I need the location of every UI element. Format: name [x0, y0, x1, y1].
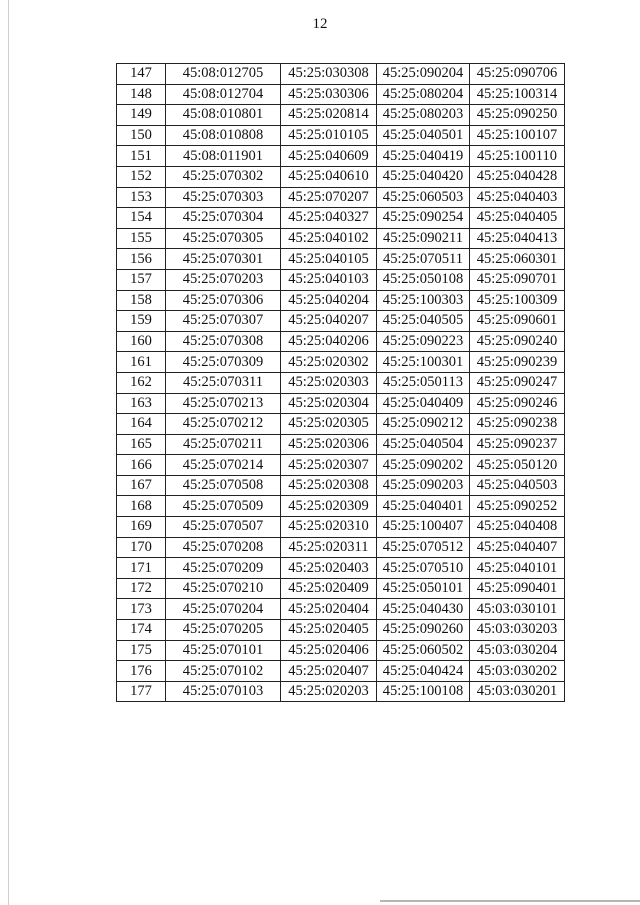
cadastral-number-cell: 45:25:070102	[166, 661, 281, 682]
table-row	[117, 187, 565, 208]
row-number: 164	[117, 414, 166, 435]
cadastral-number-cell: 45:25:050108	[377, 269, 470, 290]
cadastral-number-cell: 45:25:090401	[470, 578, 565, 599]
table-row	[117, 517, 565, 538]
cadastral-number-cell: 45:25:090706	[470, 64, 565, 85]
table-row	[117, 269, 565, 290]
cadastral-number-cell: 45:25:020309	[281, 496, 377, 517]
cadastral-number-cell: 45:25:100303	[377, 290, 470, 311]
cadastral-number-cell: 45:25:080204	[377, 84, 470, 105]
row-number: 171	[117, 558, 166, 579]
cadastral-number-cell: 45:25:030308	[281, 64, 377, 85]
cadastral-number-cell: 45:25:100314	[470, 84, 565, 105]
row-number: 147	[117, 64, 166, 85]
cadastral-number-cell: 45:25:100407	[377, 517, 470, 538]
cadastral-number-cell: 45:25:040419	[377, 146, 470, 167]
cadastral-number-cell: 45:25:070306	[166, 290, 281, 311]
cadastral-number-cell: 45:25:040105	[281, 249, 377, 270]
cadastral-number-cell: 45:25:070305	[166, 228, 281, 249]
cadastral-number-cell: 45:25:040420	[377, 166, 470, 187]
table-row	[117, 146, 565, 167]
row-number: 173	[117, 599, 166, 620]
cadastral-number-cell: 45:25:100309	[470, 290, 565, 311]
cadastral-number-cell: 45:25:020306	[281, 434, 377, 455]
cadastral-number-cell: 45:25:070511	[377, 249, 470, 270]
cadastral-number-cell: 45:25:050101	[377, 578, 470, 599]
cadastral-number-cell: 45:25:020814	[281, 105, 377, 126]
table-row	[117, 414, 565, 435]
cadastral-number-cell: 45:25:070203	[166, 269, 281, 290]
row-number: 156	[117, 249, 166, 270]
cadastral-number-cell: 45:03:030204	[470, 640, 565, 661]
cadastral-number-cell: 45:25:040609	[281, 146, 377, 167]
cadastral-number-cell: 45:25:040424	[377, 661, 470, 682]
cadastral-number-cell: 45:25:070507	[166, 517, 281, 538]
cadastral-number-cell: 45:25:020307	[281, 455, 377, 476]
table-row	[117, 290, 565, 311]
row-number: 174	[117, 620, 166, 641]
cadastral-number-cell: 45:25:090601	[470, 311, 565, 332]
cadastral-number-cell: 45:25:020407	[281, 661, 377, 682]
cadastral-number-cell: 45:25:020203	[281, 681, 377, 702]
cadastral-number-cell: 45:25:050120	[470, 455, 565, 476]
cadastral-number-cell: 45:25:090202	[377, 455, 470, 476]
table-row	[117, 393, 565, 414]
cadastral-number-cell: 45:25:070510	[377, 558, 470, 579]
cadastral-number-cell: 45:25:070210	[166, 578, 281, 599]
table-row	[117, 496, 565, 517]
table-row	[117, 475, 565, 496]
cadastral-number-cell: 45:25:090250	[470, 105, 565, 126]
table-row	[117, 434, 565, 455]
cadastral-number-cell: 45:25:020409	[281, 578, 377, 599]
table-row	[117, 537, 565, 558]
cadastral-number-cell: 45:25:040407	[470, 537, 565, 558]
row-number: 151	[117, 146, 166, 167]
table-row	[117, 372, 565, 393]
cadastral-number-cell: 45:25:020310	[281, 517, 377, 538]
cadastral-number-cell: 45:25:070302	[166, 166, 281, 187]
cadastral-number-cell: 45:03:030101	[470, 599, 565, 620]
row-number: 161	[117, 352, 166, 373]
row-number: 165	[117, 434, 166, 455]
cadastral-number-cell: 45:25:070509	[166, 496, 281, 517]
row-number: 166	[117, 455, 166, 476]
row-number: 160	[117, 331, 166, 352]
cadastral-number-cell: 45:25:070103	[166, 681, 281, 702]
table-row	[117, 105, 565, 126]
cadastral-number-cell: 45:25:020404	[281, 599, 377, 620]
cadastral-number-cell: 45:25:070207	[281, 187, 377, 208]
cadastral-number-cell: 45:25:020311	[281, 537, 377, 558]
cadastral-number-cell: 45:25:090252	[470, 496, 565, 517]
row-number: 157	[117, 269, 166, 290]
cadastral-number-cell: 45:25:070301	[166, 249, 281, 270]
cadastral-number-cell: 45:08:012704	[166, 84, 281, 105]
row-number: 163	[117, 393, 166, 414]
row-number: 159	[117, 311, 166, 332]
cadastral-number-cell: 45:25:090223	[377, 331, 470, 352]
row-number: 175	[117, 640, 166, 661]
table-row	[117, 661, 565, 682]
cadastral-number-cell: 45:25:100108	[377, 681, 470, 702]
row-number: 162	[117, 372, 166, 393]
cadastral-number-cell: 45:25:100110	[470, 146, 565, 167]
cadastral-number-cell: 45:25:040413	[470, 228, 565, 249]
scan-edge-bottom	[380, 900, 640, 902]
row-number: 177	[117, 681, 166, 702]
table-row	[117, 352, 565, 373]
cadastral-number-cell: 45:25:070311	[166, 372, 281, 393]
cadastral-number-cell: 45:25:040504	[377, 434, 470, 455]
cadastral-number-cell: 45:25:040403	[470, 187, 565, 208]
cadastral-number-cell: 45:25:040101	[470, 558, 565, 579]
cadastral-number-cell: 45:25:070209	[166, 558, 281, 579]
row-number: 168	[117, 496, 166, 517]
cadastral-number-cell: 45:25:070205	[166, 620, 281, 641]
cadastral-number-cell: 45:08:012705	[166, 64, 281, 85]
row-number: 148	[117, 84, 166, 105]
cadastral-number-cell: 45:25:040409	[377, 393, 470, 414]
cadastral-number-cell: 45:25:040503	[470, 475, 565, 496]
cadastral-number-cell: 45:25:020403	[281, 558, 377, 579]
cadastral-number-cell: 45:25:030306	[281, 84, 377, 105]
table-row	[117, 331, 565, 352]
row-number: 152	[117, 166, 166, 187]
row-number: 158	[117, 290, 166, 311]
cadastral-number-cell: 45:25:040102	[281, 228, 377, 249]
row-number: 167	[117, 475, 166, 496]
cadastral-number-cell: 45:25:070211	[166, 434, 281, 455]
table-row	[117, 166, 565, 187]
cadastral-number-cell: 45:25:020303	[281, 372, 377, 393]
cadastral-number-cell: 45:25:090247	[470, 372, 565, 393]
table-row	[117, 681, 565, 702]
table-row	[117, 599, 565, 620]
table-row	[117, 455, 565, 476]
row-number: 150	[117, 125, 166, 146]
cadastral-number-cell: 45:25:090246	[470, 393, 565, 414]
cadastral-number-cell: 45:25:090237	[470, 434, 565, 455]
cadastral-number-cell: 45:25:090701	[470, 269, 565, 290]
cadastral-number-cell: 45:25:070512	[377, 537, 470, 558]
row-number: 154	[117, 208, 166, 229]
cadastral-number-cell: 45:25:040405	[470, 208, 565, 229]
table-row	[117, 228, 565, 249]
cadastral-number-cell: 45:25:020308	[281, 475, 377, 496]
cadastral-number-cell: 45:25:060502	[377, 640, 470, 661]
row-number: 153	[117, 187, 166, 208]
row-number: 149	[117, 105, 166, 126]
cadastral-number-cell: 45:25:040204	[281, 290, 377, 311]
cadastral-number-cell: 45:25:070303	[166, 187, 281, 208]
scan-edge-left	[8, 0, 9, 905]
page-number: 12	[312, 16, 328, 32]
table-row	[117, 578, 565, 599]
cadastral-number-cell: 45:25:090212	[377, 414, 470, 435]
cadastral-number-cell: 45:25:040408	[470, 517, 565, 538]
table-row	[117, 620, 565, 641]
table-row	[117, 249, 565, 270]
cadastral-number-cell: 45:25:070308	[166, 331, 281, 352]
table-row	[117, 208, 565, 229]
cadastral-number-cell: 45:25:040501	[377, 125, 470, 146]
cadastral-number-cell: 45:03:030201	[470, 681, 565, 702]
cadastral-number-cell: 45:25:040103	[281, 269, 377, 290]
row-number: 169	[117, 517, 166, 538]
cadastral-number-cell: 45:25:070304	[166, 208, 281, 229]
cadastral-number-cell: 45:25:020405	[281, 620, 377, 641]
cadastral-number-cell: 45:25:090254	[377, 208, 470, 229]
cadastral-number-cell: 45:25:040505	[377, 311, 470, 332]
cadastral-number-cell: 45:03:030202	[470, 661, 565, 682]
cadastral-number-cell: 45:25:090240	[470, 331, 565, 352]
cadastral-number-cell: 45:25:020406	[281, 640, 377, 661]
cadastral-number-cell: 45:25:090203	[377, 475, 470, 496]
row-number: 172	[117, 578, 166, 599]
cadastral-number-cell: 45:25:090239	[470, 352, 565, 373]
table-row	[117, 64, 565, 85]
cadastral-number-cell: 45:25:070508	[166, 475, 281, 496]
cadastral-number-cell: 45:25:040428	[470, 166, 565, 187]
cadastral-number-cell: 45:25:020304	[281, 393, 377, 414]
cadastral-numbers-table	[116, 63, 565, 702]
cadastral-number-cell: 45:08:010801	[166, 105, 281, 126]
cadastral-number-cell: 45:25:070208	[166, 537, 281, 558]
cadastral-number-cell: 45:25:050113	[377, 372, 470, 393]
cadastral-number-cell: 45:25:070101	[166, 640, 281, 661]
cadastral-number-cell: 45:25:040401	[377, 496, 470, 517]
cadastral-number-cell: 45:25:020305	[281, 414, 377, 435]
cadastral-number-cell: 45:25:090211	[377, 228, 470, 249]
cadastral-number-cell: 45:08:011901	[166, 146, 281, 167]
cadastral-number-cell: 45:08:010808	[166, 125, 281, 146]
cadastral-number-cell: 45:03:030203	[470, 620, 565, 641]
cadastral-number-cell: 45:25:070204	[166, 599, 281, 620]
cadastral-number-cell: 45:25:040206	[281, 331, 377, 352]
cadastral-number-cell: 45:25:040207	[281, 311, 377, 332]
row-number: 155	[117, 228, 166, 249]
cadastral-number-cell: 45:25:010105	[281, 125, 377, 146]
table-body	[117, 64, 565, 702]
cadastral-number-cell: 45:25:070213	[166, 393, 281, 414]
table-row	[117, 558, 565, 579]
row-number: 170	[117, 537, 166, 558]
cadastral-number-cell: 45:25:090238	[470, 414, 565, 435]
cadastral-number-cell: 45:25:040430	[377, 599, 470, 620]
cadastral-number-cell: 45:25:090260	[377, 620, 470, 641]
cadastral-number-cell: 45:25:060301	[470, 249, 565, 270]
table-row	[117, 311, 565, 332]
cadastral-number-cell: 45:25:060503	[377, 187, 470, 208]
cadastral-number-cell: 45:25:080203	[377, 105, 470, 126]
cadastral-number-cell: 45:25:070214	[166, 455, 281, 476]
cadastral-number-cell: 45:25:070212	[166, 414, 281, 435]
cadastral-number-cell: 45:25:020302	[281, 352, 377, 373]
table-row	[117, 640, 565, 661]
cadastral-number-cell: 45:25:040610	[281, 166, 377, 187]
cadastral-number-cell: 45:25:070307	[166, 311, 281, 332]
table-row	[117, 84, 565, 105]
cadastral-number-cell: 45:25:100107	[470, 125, 565, 146]
cadastral-number-cell: 45:25:090204	[377, 64, 470, 85]
table-row	[117, 125, 565, 146]
cadastral-number-cell: 45:25:040327	[281, 208, 377, 229]
row-number: 176	[117, 661, 166, 682]
cadastral-number-cell: 45:25:100301	[377, 352, 470, 373]
cadastral-number-cell: 45:25:070309	[166, 352, 281, 373]
